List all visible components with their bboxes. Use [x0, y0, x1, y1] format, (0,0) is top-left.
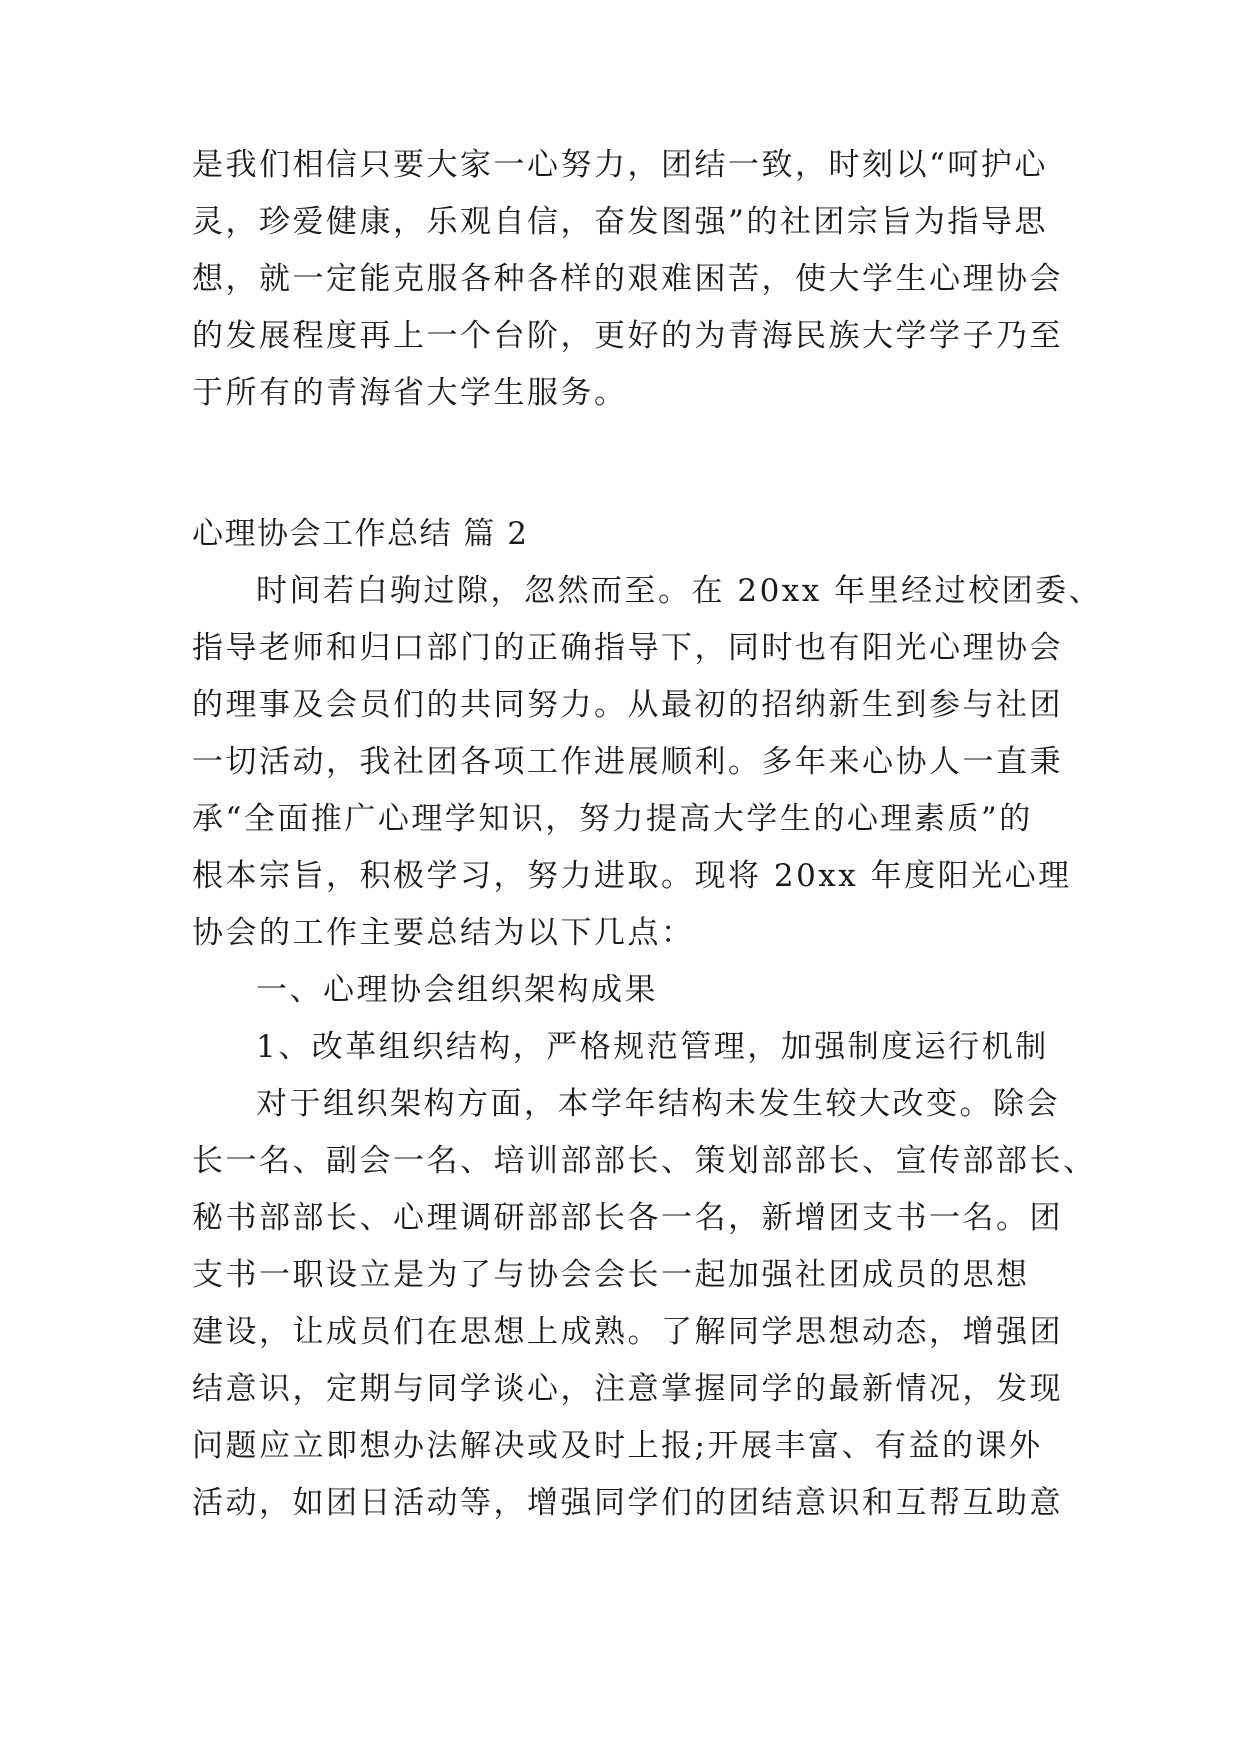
subheading: 一、心理协会组织架构成果 — [256, 972, 658, 1008]
text-line: 协会的工作主要总结为以下几点： — [192, 915, 695, 951]
text-line: 的发展程度再上一个台阶，更好的为青海民族大学学子乃至 — [192, 318, 1063, 354]
text-line: 承“全面推广心理学知识，努力提高大学生的心理素质”的 — [192, 801, 1033, 837]
text-line: 一切活动，我社团各项工作进展顺利。多年来心协人一直秉 — [192, 744, 1063, 780]
text-line: 建设，让成员们在思想上成熟。了解同学思想动态，增强团 — [192, 1314, 1063, 1350]
text-line: 根本宗旨，积极学习，努力进取。现将 20xx 年度阳光心理 — [192, 858, 1072, 894]
text-line: 结意识，定期与同学谈心，注意掌握同学的最新情况，发现 — [192, 1371, 1063, 1407]
text-line: 于所有的青海省大学生服务。 — [192, 375, 628, 411]
text-line: 活动，如团日活动等，增强同学们的团结意识和互帮互助意 — [192, 1485, 1063, 1521]
text-line: 的理事及会员们的共同努力。从最初的招纳新生到参与社团 — [192, 687, 1063, 723]
section-title: 心理协会工作总结 篇 2 — [192, 516, 529, 552]
text-line: 是我们相信只要大家一心努力，团结一致，时刻以“呵护心 — [192, 147, 1048, 183]
text-line: 秘书部部长、心理调研部部长各一名，新增团支书一名。团 — [192, 1200, 1063, 1236]
text-line: 对于组织架构方面，本学年结构未发生较大改变。除会 — [256, 1086, 1060, 1122]
text-line: 问题应立即想办法解决或及时上报;开展丰富、有益的课外 — [192, 1428, 1043, 1464]
text-line: 指导老师和归口部门的正确指导下，同时也有阳光心理协会 — [192, 630, 1063, 666]
text-line: 想，就一定能克服各种各样的艰难困苦，使大学生心理协会 — [192, 261, 1063, 297]
text-line: 长一名、副会一名、培训部部长、策划部部长、宣传部部长、 — [192, 1143, 1097, 1179]
text-line: 时间若白驹过隙，忽然而至。在 20xx 年里经过校团委、 — [256, 573, 1103, 609]
text-line: 支书一职设立是为了与协会会长一起加强社团成员的思想 — [192, 1257, 1030, 1293]
subheading: 1、改革组织结构，严格规范管理，加强制度运行机制 — [256, 1029, 1049, 1065]
text-line: 灵，珍爱健康，乐观自信，奋发图强”的社团宗旨为指导思 — [192, 204, 1048, 240]
